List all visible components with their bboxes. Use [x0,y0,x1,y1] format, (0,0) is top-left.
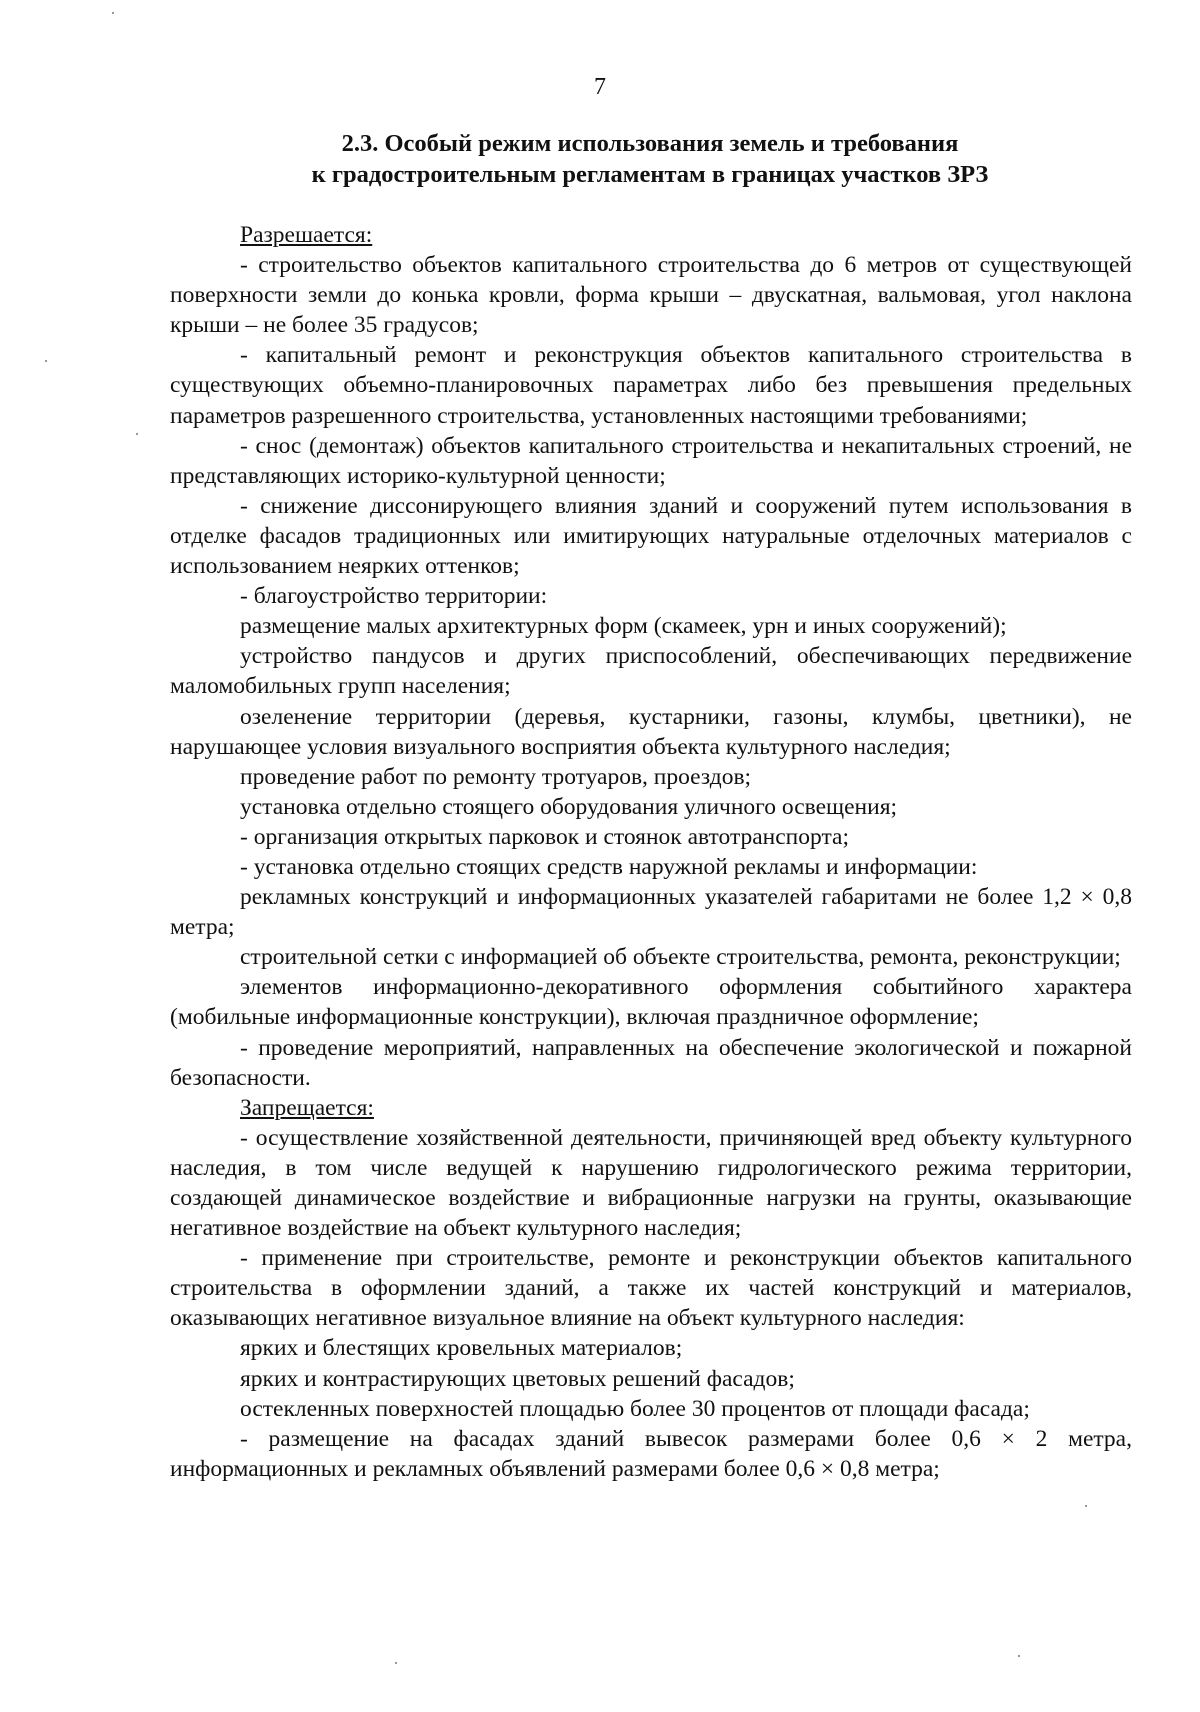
paragraph-1: Разрешается: [240,222,373,248]
paragraph-2: - строительство объектов капитального строительства до 6 метров от существующей поверхности земли до конька кровли, форма крыши – двускатная, вальмовая, угол наклона крыши – не более 35 градусов; [170,252,1132,339]
paragraph-19: - осуществление хозяйственной деятельности, причиняющей вред объекту культурного наследия, в том числе ведущей к нарушению гидрологического режима территории, создающей динамическое воздействие и вибрационные нагрузки на грунты, оказывающие негативное воздействие на объект культурного наследия; [170,1124,1132,1242]
paragraph-9: озеленение территории (деревья, кустарники, газоны, клумбы, цветники), не нарушающее условия визуального восприятия объекта культурного наследия; [170,703,1132,760]
section-heading [170,128,1130,190]
paragraph-8: устройство пандусов и других приспособлений, обеспечивающих передвижение маломобильных групп населения; [170,643,1132,700]
paragraph-7: размещение малых архитектурных форм (скамеек, урн и иных сооружений); [240,613,1007,640]
paragraph-12: - организация открытых парковок и стоянок автотранспорта; [240,823,849,850]
document-body [170,220,1132,1484]
paragraph-6: - благоустройство территории: [240,583,548,610]
section-heading-line-1: 2.3. Особый режим использования земель и требования [341,130,959,157]
paragraph-4: - снос (демонтаж) объектов капитального строительства и некапитальных строений, не представляющих историко-культурной ценности; [170,432,1132,489]
scan-speck [1085,1505,1087,1507]
paragraph-18: Запрещается: [240,1094,374,1121]
section-heading-line-2: к градостроительным регламентам в границах участков ЗРЗ [311,161,989,188]
paragraph-3: - капитальный ремонт и реконструкция объектов капитального строительства в существующих объемно-планировочных параметрах либо без превышения предельных параметров разрешенного строительства, установленных настоящими требованиями; [170,342,1132,429]
page-number: 7 [594,74,606,100]
paragraph-21: ярких и блестящих кровельных материалов; [240,1335,683,1362]
paragraph-24: - размещение на фасадах зданий вывесок размерами более 0,6 × 2 метра, информационных и рекламных объявлений размерами более 0,6 × 0,8 метра; [170,1425,1132,1482]
paragraph-23: остекленных поверхностей площадью более 30 процентов от площади фасада; [240,1395,1030,1422]
paragraph-22: ярких и контрастирующих цветовых решений фасадов; [240,1365,795,1392]
paragraph-20: - применение при строительстве, ремонте и реконструкции объектов капитального строительства в оформлении зданий, а также их частей конструкций и материалов, оказывающих негативное визуальное влияние на объект культурного наследия: [170,1245,1132,1332]
paragraph-15: строительной сетки с информацией об объекте строительства, ремонта, реконструкции; [240,944,1121,971]
scan-speck [1018,1655,1020,1657]
scan-speck [395,1662,397,1664]
paragraph-5: - снижение диссонирующего влияния зданий и сооружений путем использования в отделке фасадов традиционных или имитирующих натуральные отделочных материалов с использованием неярких оттенков; [170,492,1132,580]
paragraph-11: установка отдельно стоящего оборудования уличного освещения; [240,793,898,820]
paragraph-16: элементов информационно-декоративного оформления событийного характера (мобильные информационные конструкции), включая праздничное оформление; [170,974,1132,1031]
scan-speck [136,433,138,435]
paragraph-14: рекламных конструкций и информационных указателей габаритами не более 1,2 × 0,8 метра; [170,884,1132,941]
scan-speck [112,12,114,14]
scan-speck [45,360,47,362]
paragraph-13: - установка отдельно стоящих средств наружной рекламы и информации: [240,853,978,880]
paragraph-10: проведение работ по ремонту тротуаров, проездов; [240,763,752,790]
paragraph-17: - проведение мероприятий, направленных на обеспечение экологической и пожарной безопасности. [170,1034,1132,1091]
